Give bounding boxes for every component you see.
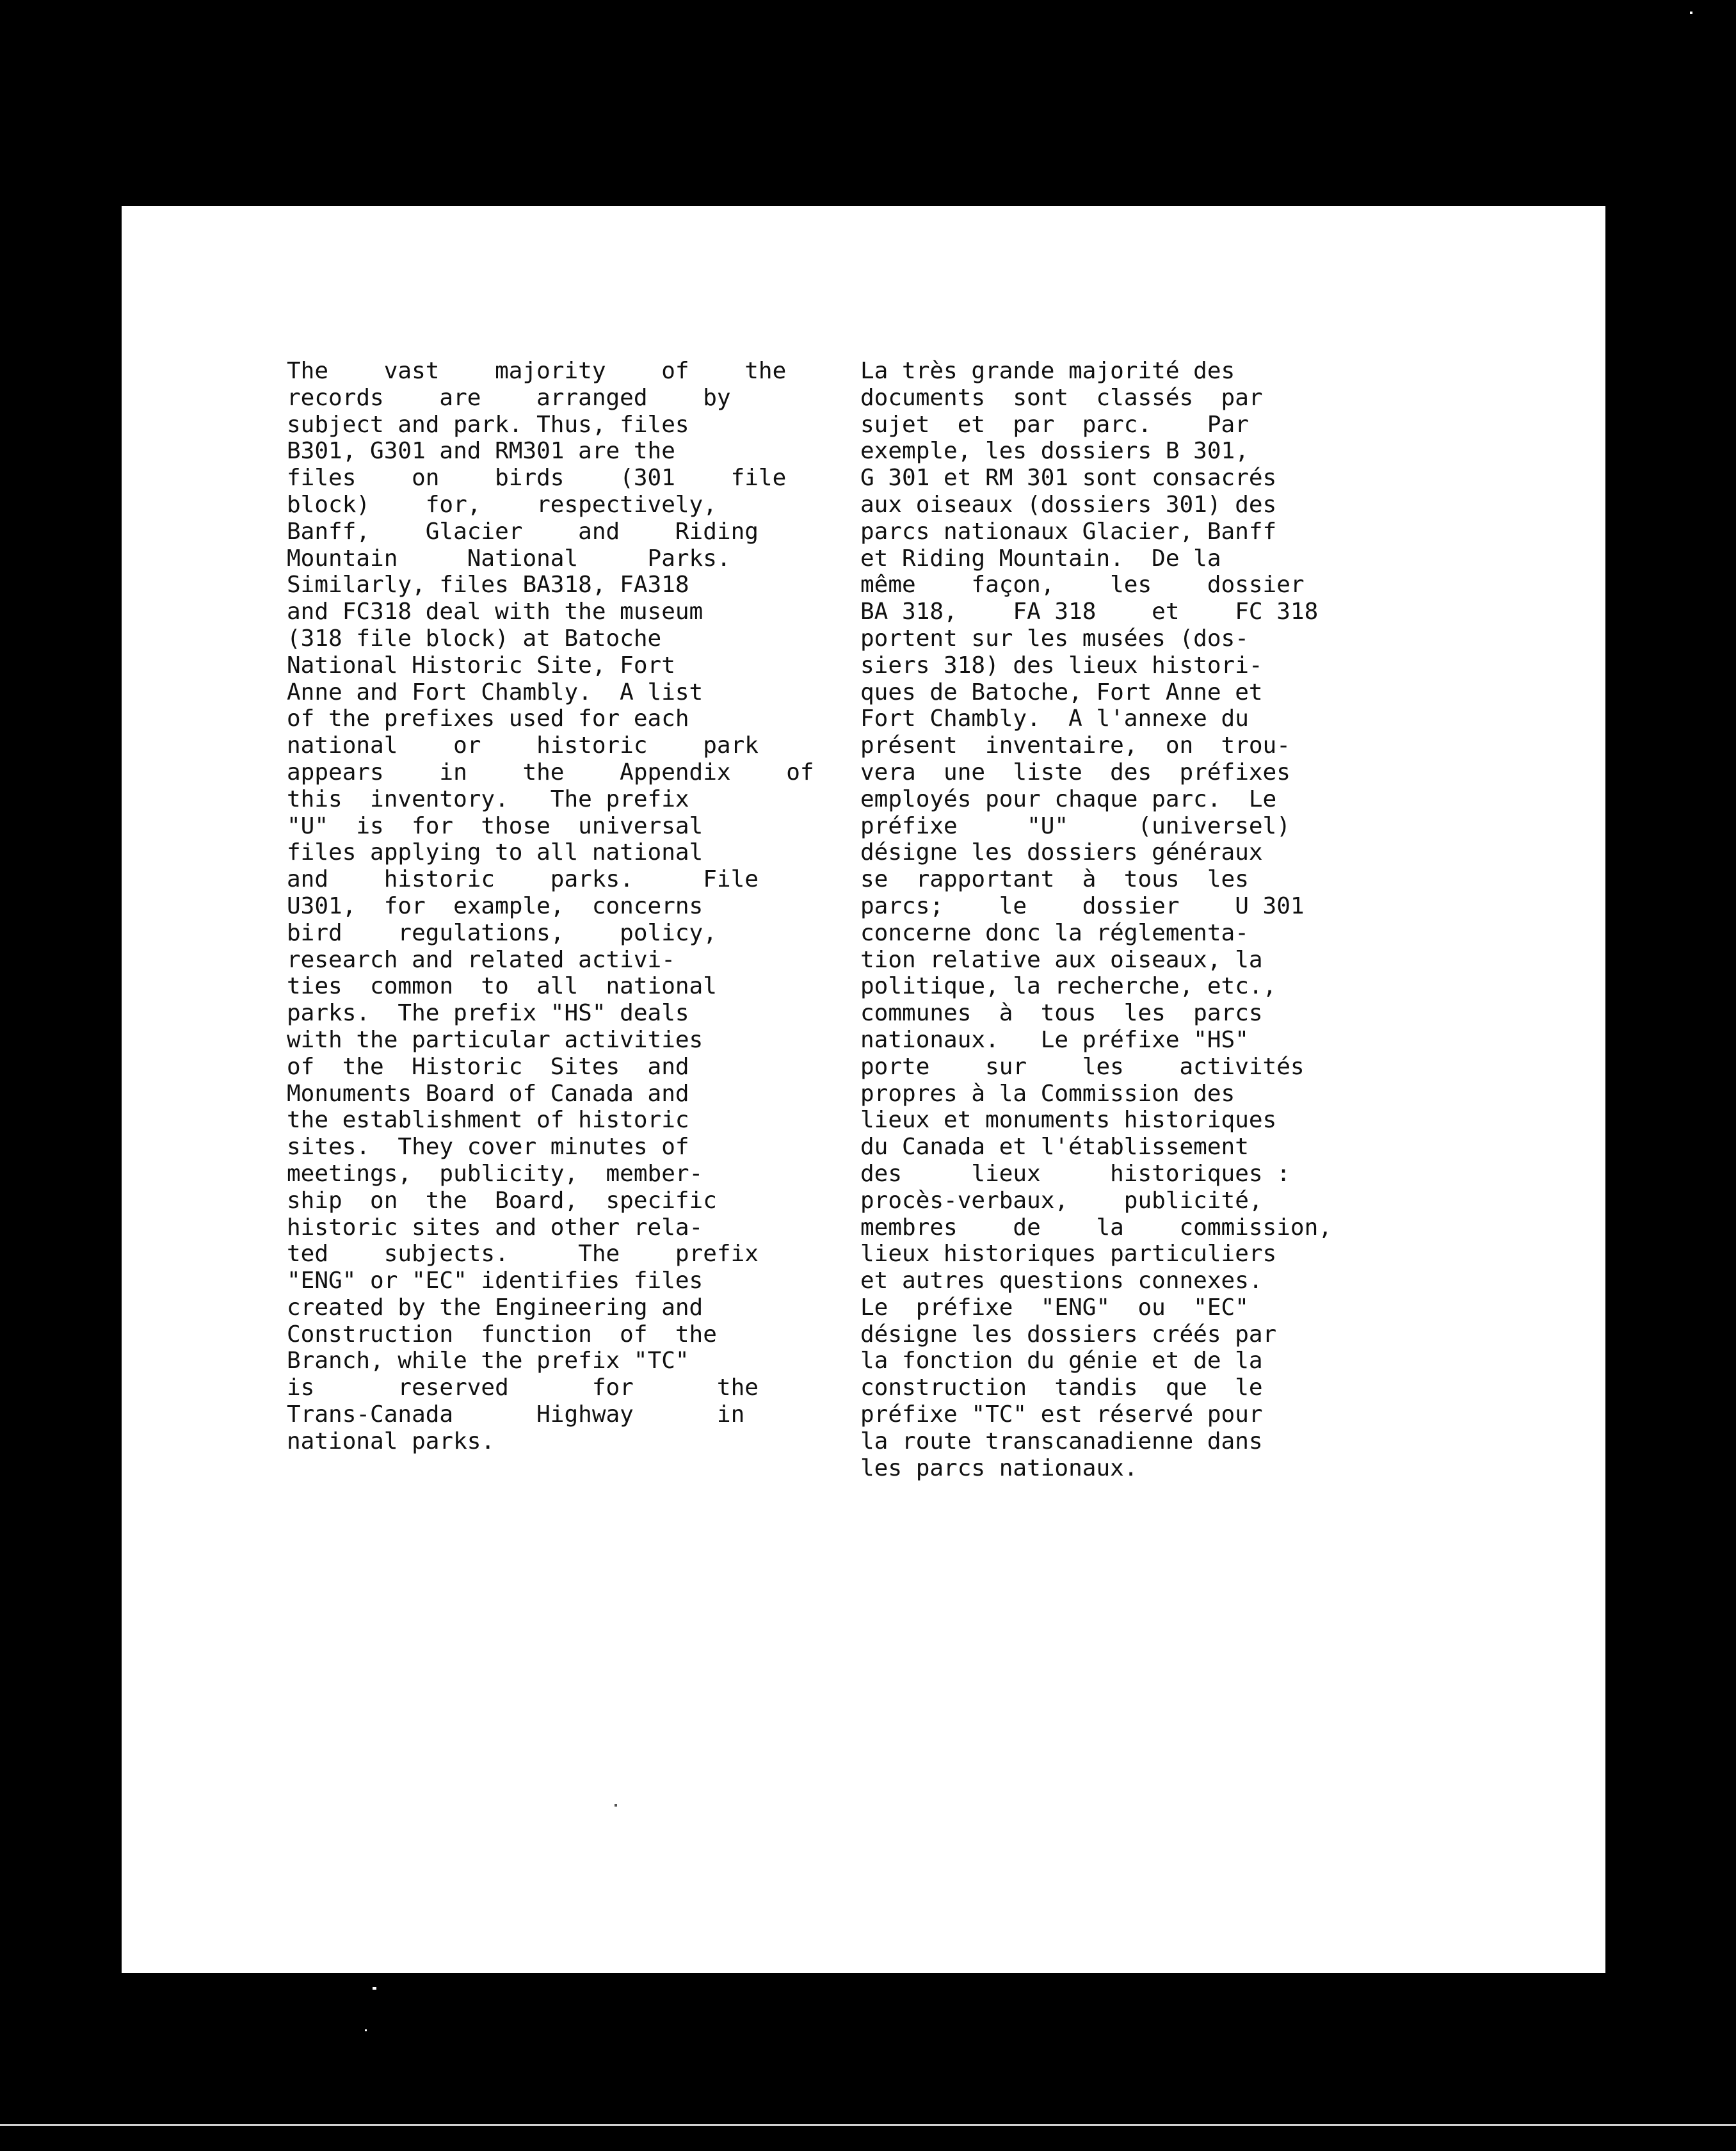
scan-speck [373, 1987, 376, 1990]
french-text-column: La très grande majorité des documents sont classés par sujet et par parc. Par exemple, les dossiers B 301, G 301 et RM 301 sont consacrés aux oiseaux (dossiers 301) des parcs nationaux Glacier, Banff et Riding Mountain. De la même façon, les dossier BA 318, FA 318 et FC 318 portent sur les musées (dos- siers 318) des lieux histori- ques de Batoche, Fort Anne et Fort Chambly. A l'annexe du présent inventaire, on trou- vera une liste des préfixes employés pour chaque parc. Le préfixe "U" (universel) désigne les dossiers généraux se rapportant à tous les parcs; le dossier U 301 concerne donc la réglementa- tion relative aux oiseaux, la politique, la recherche, etc., communes à tous les parcs nationaux. Le préfixe "HS" porte sur les activités propres à la Commission des lieux et monuments historiques du Canada et l'établissement des lieux historiques : procès-verbaux, publicité, membres de la commission, lieux historiques particuliers et autres questions connexes. Le préfixe "ENG" ou "EC" désigne les dossiers créés par la fonction du génie et de la construction tandis que le préfixe "TC" est réservé pour la route transcanadienne dans les parcs nationaux. [860, 358, 1332, 1481]
scan-speck [615, 1804, 617, 1807]
scanned-page [122, 206, 1605, 1973]
scan-speck [1690, 12, 1692, 14]
scan-speck [365, 2029, 367, 2031]
english-text-column: The vast majority of the records are arranged by subject and park. Thus, files B301, G301 and RM301 are the files on birds (301 file block) for, respectively, Banff, Glacier and Riding Mountain National Parks. Similarly, files BA318, FA318 and FC318 deal with the museum (318 file block) at Batoche National Historic Site, Fort Anne and Fort Chambly. A list of the prefixes used for each national or historic park appears in the Appendix of this inventory. The prefix "U" is for those universal files applying to all national and historic parks. File U301, for example, concerns bird regulations, policy, research and related activi- ties common to all national parks. The prefix "HS" deals with the particular activities of the Historic Sites and Monuments Board of Canada and the establishment of historic sites. They cover minutes of meetings, publicity, member- ship on the Board, specific historic sites and other rela- ted subjects. The prefix "ENG" or "EC" identifies files created by the Engineering and Construction function of the Branch, while the prefix "TC" is reserved for the Trans-Canada Highway in national parks. [287, 358, 814, 1454]
scan-bottom-edge [0, 2124, 1736, 2126]
